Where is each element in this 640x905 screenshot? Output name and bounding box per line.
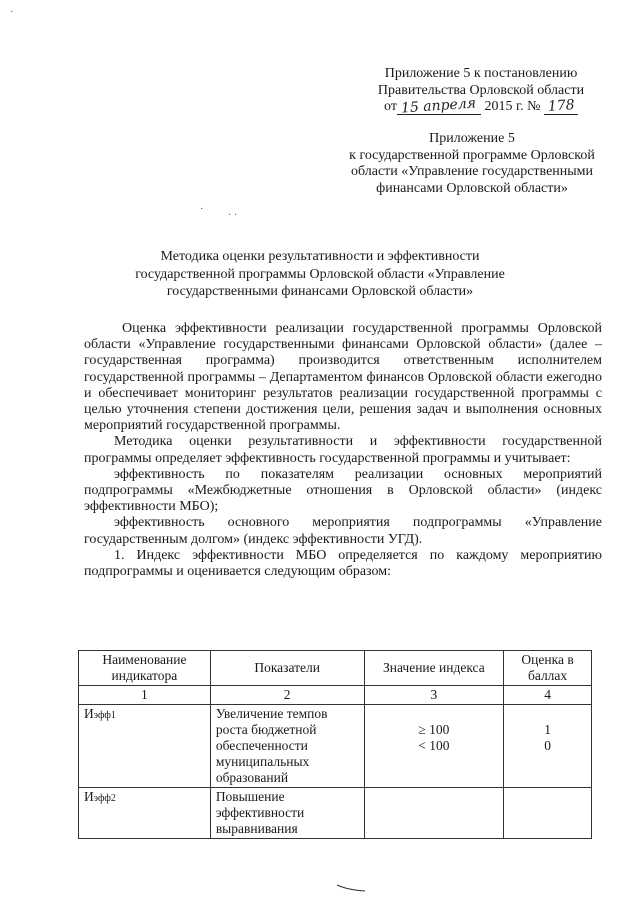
table-number-row — [79, 686, 592, 705]
indicator-subscript: эфф2 — [93, 793, 116, 804]
table-header-cell: Оценка в баллах — [504, 651, 592, 686]
program-appendix-line3: области «Управление государственными — [350, 164, 594, 179]
body-paragraph: эффективность по показателям реализации основных мероприятий подпрограммы «Межбюджетные отношения в Орловской области» (индекс эффективности МБО); — [84, 466, 602, 515]
indicator-cell — [79, 788, 211, 839]
table-row — [79, 705, 592, 788]
program-appendix-line1: Приложение 5 — [429, 131, 515, 146]
indicator-symbol: И — [84, 789, 94, 804]
score-cell — [504, 788, 592, 839]
index-value: < 100 — [418, 738, 450, 753]
indicator-symbol: И — [84, 706, 94, 721]
indicator-description: Повышение эффективности выравнивания — [210, 788, 364, 839]
program-appendix-line4: финансами Орловской области» — [376, 180, 568, 196]
title-line1: Методика оценки результативности и эффективности — [160, 249, 480, 264]
index-value-cell — [364, 705, 504, 788]
score-cell — [504, 705, 592, 788]
table-header-cell: Значение индекса — [364, 651, 504, 686]
body-paragraph: Оценка эффективности реализации государственной программы Орловской области «Управление государственными финансами Орловской области» (далее – государственная программа) производится ответственным исполнителем государственной программы – Департаментом финансов Орловской области ежегодно и обеспечивает мониторинг результатов реализации государственной программы с целью уточнения степени достижения цели, решения задач и выполнения основных мероприятий государственной программы. — [84, 321, 602, 434]
appendix-line1: Приложение 5 к постановлению — [384, 66, 578, 81]
body-paragraph: 1. Индекс эффективности МБО определяется по каждому мероприятию подпрограммы и оценивается следующим образом: — [84, 547, 602, 580]
scan-speck: · — [200, 204, 204, 215]
handwritten-number: 178 — [547, 97, 575, 115]
efficiency-index-table — [78, 650, 592, 839]
appendix-header — [358, 66, 604, 116]
indicator-description: Увеличение темпов роста бюджетной обеспеченности муниципальных образований — [210, 705, 364, 788]
table-header-cell: Показатели — [210, 651, 364, 686]
scan-speck: · · — [228, 210, 238, 221]
score-value: 0 — [544, 738, 551, 753]
date-field — [397, 95, 481, 117]
number-field — [544, 99, 578, 115]
index-value-cell — [364, 788, 504, 839]
table-header-cell: Наименование индикатора — [79, 651, 211, 686]
column-number: 2 — [210, 686, 364, 705]
appendix-date-line — [358, 95, 604, 117]
title-line2: государственной программы Орловской области «Управление — [135, 266, 505, 282]
title-line3: государственными финансами Орловской области» — [166, 284, 474, 299]
column-number: 4 — [504, 686, 592, 705]
handwritten-date: 15 апреля — [400, 95, 477, 117]
appendix-line2: Правительства Орловской области — [377, 82, 585, 98]
scan-speck: · — [10, 7, 14, 18]
date-prefix: от — [384, 99, 397, 114]
index-value: ≥ 100 — [418, 722, 450, 737]
column-number: 3 — [364, 686, 504, 705]
program-appendix-line2: к государственной программе Орловской — [349, 147, 595, 163]
initials-mark — [336, 884, 366, 892]
document-body — [84, 321, 602, 580]
document-title — [100, 248, 540, 301]
table-row — [79, 788, 592, 839]
date-year: 2015 г. № — [484, 99, 541, 114]
score-value: 1 — [544, 722, 551, 737]
table-header-row — [79, 651, 592, 686]
body-paragraph: эффективность основного мероприятия подпрограммы «Управление государственным долгом» (индекс эффективности УГД). — [84, 515, 602, 547]
body-paragraph: Методика оценки результативности и эффективности государственной программы определяет эффективность государственной программы и учитывает: — [84, 434, 602, 466]
indicator-subscript: эфф1 — [93, 710, 116, 721]
indicator-cell — [79, 705, 211, 788]
column-number: 1 — [79, 686, 211, 705]
program-appendix-header — [322, 131, 622, 197]
